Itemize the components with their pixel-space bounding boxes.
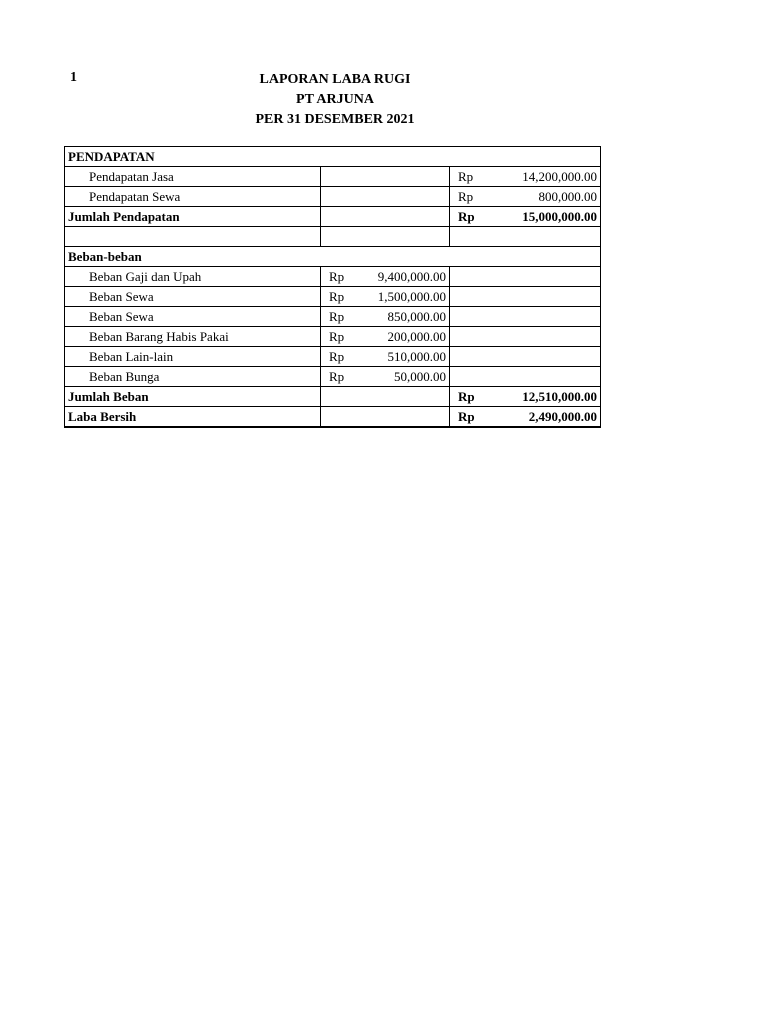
- expense-item-label: Beban Barang Habis Pakai: [65, 327, 321, 347]
- page-number: 1: [70, 70, 77, 85]
- income-item-label: Pendapatan Jasa: [65, 167, 321, 187]
- expenses-total-label: Jumlah Beban: [65, 387, 321, 407]
- currency: Rp: [458, 168, 474, 184]
- expenses-total-row: [65, 387, 601, 407]
- table-row: [65, 307, 601, 327]
- spacer-row: [65, 227, 601, 247]
- currency: Rp: [329, 288, 345, 304]
- currency: Rp: [329, 348, 345, 364]
- table-row: [65, 267, 601, 287]
- report-header: [200, 70, 470, 130]
- currency: Rp: [458, 408, 475, 424]
- income-section-row: [65, 147, 601, 167]
- currency: Rp: [329, 268, 345, 284]
- income-total-amount: 15,000,000.00: [522, 208, 598, 224]
- report-period: PER 31 DESEMBER 2021: [255, 112, 415, 127]
- expense-item-label: Beban Sewa: [65, 307, 321, 327]
- table-row: [65, 327, 601, 347]
- expense-item-label: Beban Bunga: [65, 367, 321, 387]
- expense-item-label: Beban Gaji dan Upah: [65, 267, 321, 287]
- currency: Rp: [458, 188, 474, 204]
- expense-item-amount: 1,500,000.00: [377, 288, 446, 304]
- report-title: LAPORAN LABA RUGI: [259, 72, 411, 87]
- income-statement-table: [64, 146, 601, 428]
- table-row: [65, 187, 601, 207]
- expense-item-label: Beban Sewa: [65, 287, 321, 307]
- income-item-amount: 800,000.00: [538, 188, 598, 204]
- expense-item-amount: 850,000.00: [387, 308, 446, 324]
- net-income-amount: 2,490,000.00: [528, 408, 598, 424]
- expense-item-amount: 9,400,000.00: [377, 268, 446, 284]
- expenses-section-label: Beban-beban: [65, 247, 601, 267]
- expense-item-amount: 510,000.00: [387, 348, 446, 364]
- table-row: [65, 347, 601, 367]
- expense-item-amount: 50,000.00: [394, 368, 446, 384]
- net-income-label: Laba Bersih: [65, 407, 321, 428]
- company-name: PT ARJUNA: [296, 92, 374, 107]
- expense-item-label: Beban Lain-lain: [65, 347, 321, 367]
- income-total-row: [65, 207, 601, 227]
- currency: Rp: [329, 308, 345, 324]
- expenses-section-row: [65, 247, 601, 267]
- expense-item-amount: 200,000.00: [387, 328, 446, 344]
- currency: Rp: [458, 388, 475, 404]
- expenses-total-amount: 12,510,000.00: [522, 388, 598, 404]
- income-item-label: Pendapatan Sewa: [65, 187, 321, 207]
- net-income-row: [65, 407, 601, 428]
- table-row: [65, 367, 601, 387]
- income-item-amount: 14,200,000.00: [522, 168, 598, 184]
- currency: Rp: [329, 368, 345, 384]
- table-row: [65, 287, 601, 307]
- table-row: [65, 167, 601, 187]
- income-section-label: PENDAPATAN: [65, 147, 601, 167]
- income-total-label: Jumlah Pendapatan: [65, 207, 321, 227]
- currency: Rp: [458, 208, 475, 224]
- currency: Rp: [329, 328, 345, 344]
